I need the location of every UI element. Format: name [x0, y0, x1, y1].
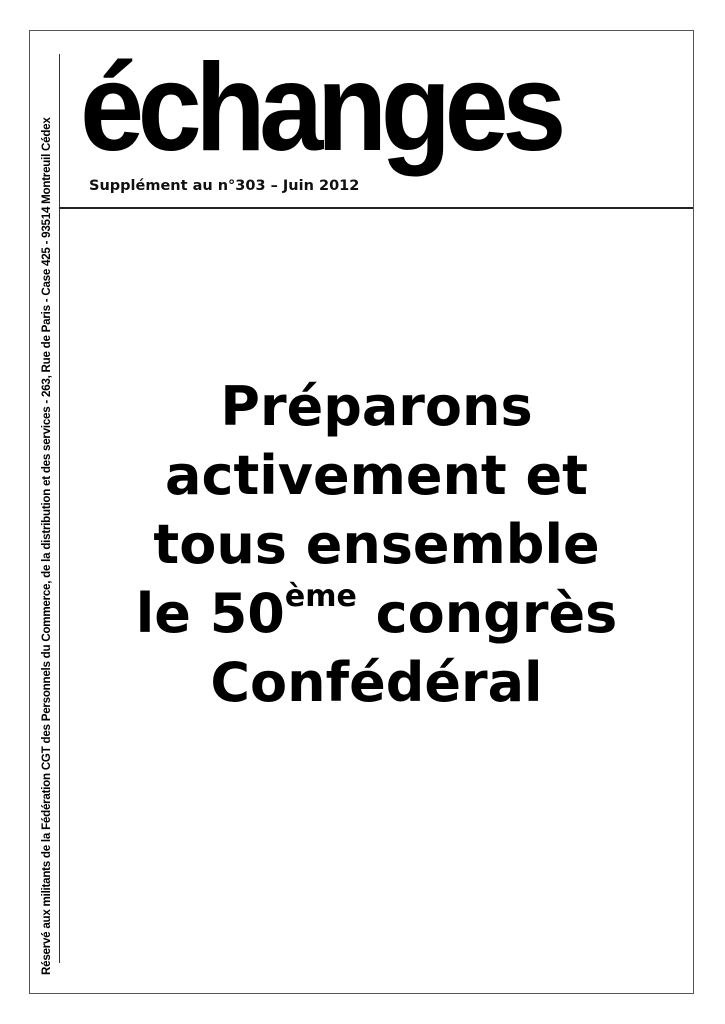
headline-line-2: activement et [165, 444, 588, 507]
headline-line-3: tous ensemble [153, 513, 600, 576]
headline-line-5: Confédéral [210, 651, 543, 714]
headline-line-4-prefix: le 50 [135, 582, 285, 645]
headline-line-4-suffix: congrès [356, 582, 618, 645]
headline [60, 372, 693, 717]
headline-line-4-superscript: ème [284, 579, 357, 614]
headline-line-1: Préparons [220, 375, 533, 438]
masthead-title: échanges [80, 39, 560, 177]
issue-supplement: Supplément au n°303 – Juin 2012 [89, 178, 360, 194]
sidebar-address-text: Réservé aux militants de la Fédération CGT des Personnels du Commerce, de la distribution et des services - 263, Rue de Paris - Case 425 - 93514 Montreuil Cédex [40, 117, 53, 975]
headline-line-4 [60, 579, 693, 648]
header-divider [59, 207, 693, 209]
